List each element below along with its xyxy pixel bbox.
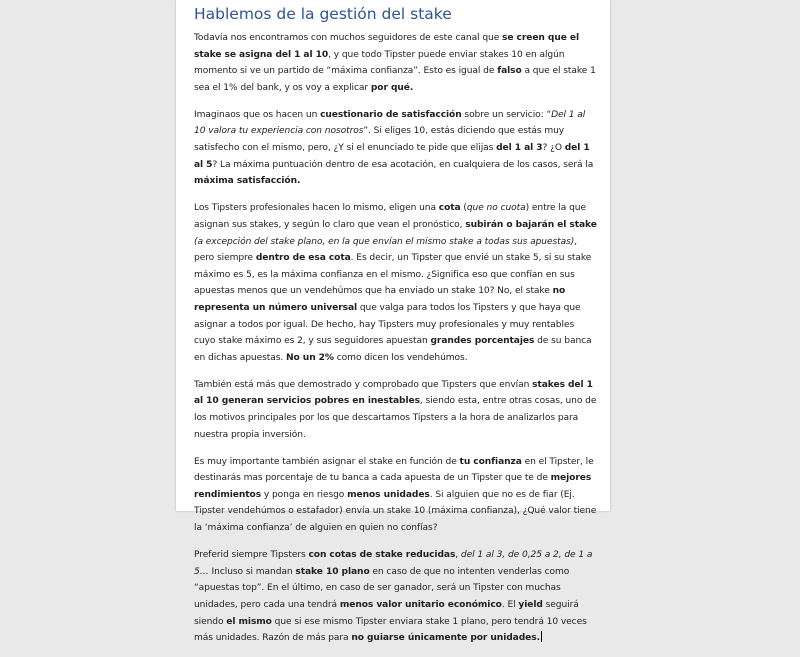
p3-run: que valga para todos los Tipsters y que haya que asignar a todos por igual. De hecho, hay Tipsters muy profesionales y muy rentables cuyo stake máximo es 2, y sus seguidores apuestan bbox=[194, 302, 581, 347]
p6-run: en caso de que no intenten venderlas como “apuestas top”. En el último, en caso de ser ganador, será un Tipster con muchas unidades, pero cada una tendrá bbox=[194, 566, 570, 610]
p4-run: stakes del 1 al 10 generan servicios pobres en inestables bbox=[194, 379, 593, 407]
p5-run: Es muy importante también asignar el stake en función de bbox=[194, 456, 460, 467]
text-cursor bbox=[541, 631, 542, 642]
p6-run: stake 10 plano bbox=[295, 566, 370, 577]
p3-run: dentro de esa cota bbox=[255, 253, 351, 264]
p3-run: ) entre la que asignan sus stakes, y según lo claro que vean el pronóstico, bbox=[194, 203, 586, 230]
document-body bbox=[194, 4, 598, 657]
p3-run: Los Tipsters profesionales hacen lo mismo, eligen una bbox=[194, 203, 439, 214]
p5-run: tu confianza bbox=[459, 456, 522, 467]
paragraph-4 bbox=[194, 377, 598, 443]
p6-run: , bbox=[455, 550, 461, 561]
p3-run: No un 2% bbox=[286, 352, 334, 363]
p3-run: subirán o bajarán el stake bbox=[465, 219, 597, 230]
p5-run: . Si alguien que no es de fiar (Ej. Tipster vendehúmos o estafador) envía un stake 10 (máxima confianza), ¿Qué valor tiene la ‘máxima confianza’ de alguien en quien no confías? bbox=[194, 489, 597, 534]
p6-run: con cotas de stake reducidas bbox=[308, 550, 456, 561]
paragraph-1 bbox=[194, 30, 598, 96]
p2-run: ”. Si eliges 10, estás diciendo que estás muy satisfecho con el mismo, pero, ¿Y si el enunciado te pide que elijas bbox=[194, 126, 565, 154]
p2-run: máxima satisfacción. bbox=[194, 176, 301, 187]
p6-run: seguirá siendo bbox=[194, 599, 579, 627]
document-page bbox=[176, 0, 610, 644]
p1-run: , y que todo Tipster puede enviar stakes 10 en algún momento si ve un partido de “máxima confianza”. Esto es igual de bbox=[194, 49, 565, 77]
paragraph-5 bbox=[194, 454, 598, 537]
p2-run: del 1 al 3 bbox=[496, 143, 543, 154]
p3-run: ( bbox=[460, 203, 467, 214]
p1-run: falso bbox=[497, 66, 522, 77]
p5-run: y ponga en riesgo bbox=[261, 489, 348, 500]
p3-run: cota bbox=[438, 203, 461, 214]
p4-run: , siendo esta, entre otras cosas, uno de los motivos principales por los que descartamos Tipsters a la hora de analizarlos para nuestra propia inversión. bbox=[194, 396, 597, 440]
document-heading: Hablemos de la gestión del stake bbox=[194, 5, 452, 23]
p6-run: yield bbox=[518, 599, 543, 610]
p3-run: . Es decir, un Tipster que envié un stake 5, si su stake máximo es 5, es la máxima confianza en el mismo. ¿Significa eso que confían en sus apuestas menos que un vendehúmos que ha enviado un stake 10? No, el stake bbox=[194, 253, 592, 297]
p6-run: menos valor unitario económico bbox=[339, 599, 502, 610]
p6-run: el mismo bbox=[226, 616, 272, 627]
paragraph-2 bbox=[194, 107, 598, 190]
p5-run: mejores rendimientos bbox=[194, 473, 592, 500]
p2-run: del 1 al 5 bbox=[194, 143, 590, 170]
p2-run: sobre un servicio: “ bbox=[461, 109, 552, 120]
p2-run: Del 1 al 10 valora tu experiencia con nosotros bbox=[194, 109, 586, 137]
p1-run: Todavía nos encontramos con muchos seguidores de este canal que bbox=[194, 33, 503, 43]
p3-run: , pero siempre bbox=[194, 236, 578, 264]
p2-run: cuestionario de satisfacción bbox=[320, 109, 462, 120]
p4-run: También está más que demostrado y comprobado que Tipsters que envían bbox=[194, 379, 533, 390]
p2-run: ? La máxima puntuación dentro de esa acotación, en cualquiera de los casos, será la bbox=[212, 159, 594, 170]
p3-run: de su banca en dichas apuestas. bbox=[194, 336, 592, 363]
p6-run: que si ese mismo Tipster enviara stake 1 plano, pero tendrá 10 veces más unidades. Razón de más para bbox=[194, 616, 587, 644]
p2-run: ? ¿O bbox=[542, 143, 565, 154]
p1-run: a que el stake 1 sea el 1% del bank, y os voy a explicar bbox=[194, 66, 596, 93]
p3-run: no representa un número universal bbox=[194, 286, 566, 313]
paragraph-3 bbox=[194, 200, 598, 366]
p5-run: menos unidades bbox=[347, 489, 430, 500]
p1-run: por qué. bbox=[370, 82, 414, 93]
p6-run: Incluso si mandan bbox=[208, 566, 296, 577]
p3-run: como dicen los vendehúmos. bbox=[333, 352, 468, 363]
p6-run: Preferid siempre Tipsters bbox=[194, 550, 309, 561]
paragraph-6[interactable] bbox=[194, 547, 598, 647]
p6-run: . El bbox=[501, 599, 519, 610]
p5-run: en el Tipster, le destinarás mas porcentaje de tu banca a cada apuesta de un Tipster que te de bbox=[194, 456, 594, 484]
p3-run: que no cuota bbox=[466, 203, 526, 214]
p2-run: Imaginaos que os hacen un bbox=[194, 109, 321, 120]
p3-run: (a excepción del stake plano, en la que envían el mismo stake a todas sus apuestas) bbox=[194, 236, 575, 247]
p3-run: grandes porcentajes bbox=[430, 336, 535, 347]
p6-run: del 1 al 3, de 0,25 a 2, de 1 a 5… bbox=[194, 550, 593, 577]
p1-run: se creen que el stake se asigna del 1 al 10 bbox=[194, 33, 580, 60]
p6-run: no guiarse únicamente por unidades. bbox=[351, 633, 540, 644]
